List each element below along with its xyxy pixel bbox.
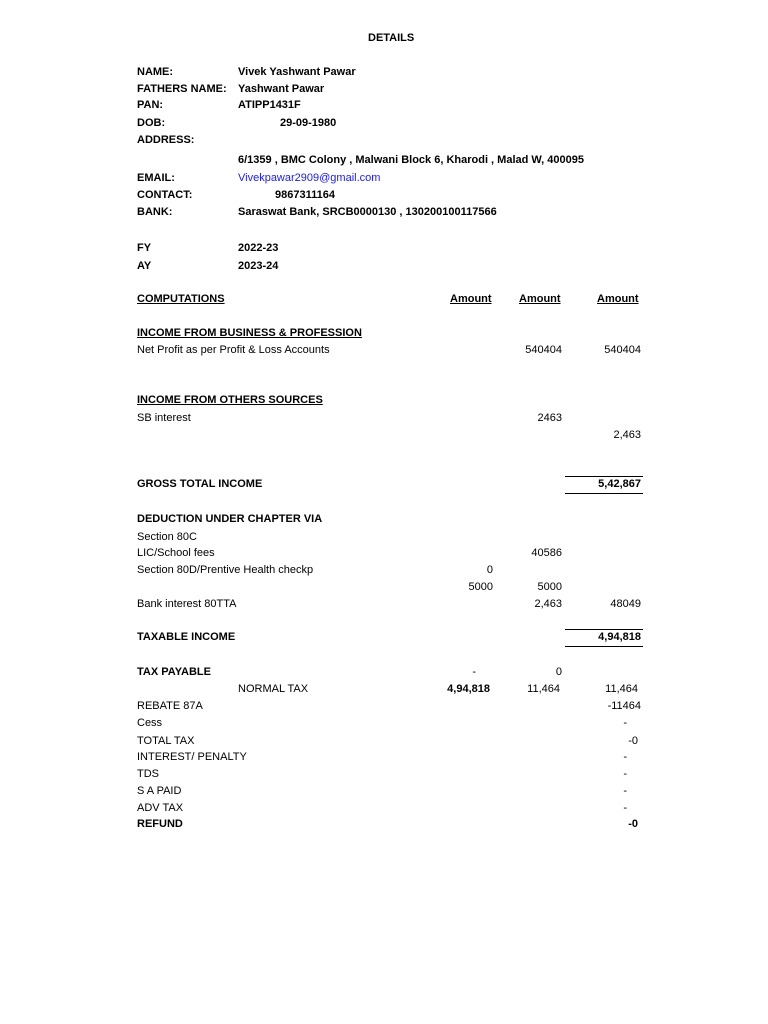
section-80c-label: Section 80C <box>137 531 197 543</box>
name-value: Vivek Yashwant Pawar <box>238 66 356 78</box>
rebate-87a-label: REBATE 87A <box>137 700 203 712</box>
sb-interest-col2: 2463 <box>537 412 562 424</box>
email-link[interactable]: Vivekpawar2909@gmail.com <box>238 172 381 184</box>
name-label: NAME: <box>137 66 174 78</box>
tax-payable-col1: - <box>472 666 476 678</box>
interest-penalty-value: - <box>623 751 627 763</box>
gti-top-rule <box>565 476 643 477</box>
total-tax-value: -0 <box>628 735 638 747</box>
normal-tax-col1: 4,94,818 <box>447 683 490 695</box>
normal-tax-col3: 11,464 <box>605 683 638 695</box>
gross-total-income-label: GROSS TOTAL INCOME <box>137 478 263 490</box>
section-80d-label: Section 80D/Prentive Health checkp <box>137 564 314 576</box>
page-title: DETAILS <box>368 32 415 44</box>
gross-total-income-value: 5,42,867 <box>598 478 641 490</box>
dob-label: DOB: <box>137 117 166 129</box>
lic-label: LIC/School fees <box>137 547 215 559</box>
rebate-87a-value: -11464 <box>607 700 641 712</box>
row-5000-col2: 5000 <box>537 581 562 593</box>
tax-payable-col2: 0 <box>555 666 562 678</box>
father-name-value: Yashwant Pawar <box>238 83 325 95</box>
fy-label: FY <box>137 242 152 254</box>
amount-col2-header: Amount <box>519 293 561 305</box>
sa-paid-value: - <box>623 785 627 797</box>
cess-value: - <box>623 717 627 729</box>
bank-interest-80tta-label: Bank interest 80TTA <box>137 598 237 610</box>
deduction-heading: DEDUCTION UNDER CHAPTER VIA <box>137 513 323 525</box>
sb-interest-label: SB interest <box>137 412 191 424</box>
sb-interest-col3: 2,463 <box>613 429 641 441</box>
amount-col1-header: Amount <box>450 293 492 305</box>
total-tax-label: TOTAL TAX <box>137 735 195 747</box>
net-profit-col3: 540404 <box>604 344 641 356</box>
ay-label: AY <box>137 260 152 272</box>
adv-tax-label: ADV TAX <box>137 802 184 814</box>
gti-bottom-rule <box>565 493 643 494</box>
pan-label: PAN: <box>137 99 164 111</box>
address-value: 6/1359 , BMC Colony , Malwani Block 6, Kharodi , Malad W, 400095 <box>238 154 584 166</box>
refund-value: -0 <box>628 818 638 830</box>
interest-penalty-label: INTEREST/ PENALTY <box>137 751 247 763</box>
cess-label: Cess <box>137 717 163 729</box>
business-income-heading: INCOME FROM BUSINESS & PROFESSION <box>137 327 362 339</box>
tds-value: - <box>623 768 627 780</box>
lic-col2: 40586 <box>531 547 562 559</box>
taxable-income-label: TAXABLE INCOME <box>137 631 236 643</box>
sa-paid-label: S A PAID <box>137 785 182 797</box>
taxable-top-rule <box>565 629 643 630</box>
other-income-heading: INCOME FROM OTHERS SOURCES <box>137 394 323 406</box>
net-profit-col2: 540404 <box>525 344 562 356</box>
dob-value: 29-09-1980 <box>280 117 337 129</box>
contact-value: 9867311164 <box>275 189 335 201</box>
taxable-income-value: 4,94,818 <box>598 631 641 643</box>
address-label: ADDRESS: <box>137 134 195 146</box>
ay-value: 2023-24 <box>238 260 279 272</box>
contact-label: CONTACT: <box>137 189 193 201</box>
normal-tax-col2: 11,464 <box>527 683 560 695</box>
bank-label: BANK: <box>137 206 173 218</box>
taxable-bottom-rule <box>565 646 643 647</box>
refund-label: REFUND <box>137 818 183 830</box>
bank-interest-80tta-col3: 48049 <box>610 598 641 610</box>
bank-value: Saraswat Bank, SRCB0000130 , 130200100117566 <box>238 206 497 218</box>
net-profit-label: Net Profit as per Profit & Loss Accounts <box>137 344 330 356</box>
pan-value: ATIPP1431F <box>238 99 301 111</box>
computations-heading: COMPUTATIONS <box>137 293 225 305</box>
father-name-label: FATHERS NAME: <box>137 83 227 95</box>
tds-label: TDS <box>137 768 159 780</box>
email-label: EMAIL: <box>137 172 175 184</box>
section-80d-col1: 0 <box>486 564 493 576</box>
row-5000-col1: 5000 <box>468 581 493 593</box>
amount-col3-header: Amount <box>597 293 639 305</box>
normal-tax-label: NORMAL TAX <box>238 683 309 695</box>
bank-interest-80tta-col2: 2,463 <box>534 598 562 610</box>
tax-payable-label: TAX PAYABLE <box>137 666 211 678</box>
fy-value: 2022-23 <box>238 242 279 254</box>
adv-tax-value: - <box>623 802 627 814</box>
